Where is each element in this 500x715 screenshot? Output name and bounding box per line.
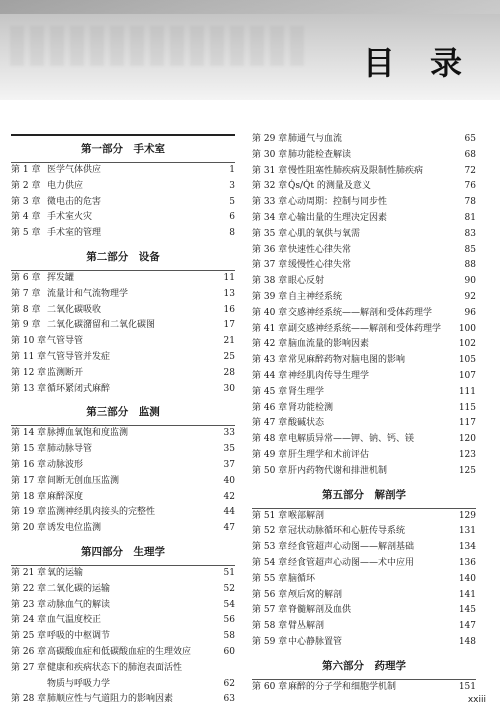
chapter-page: 47	[223, 523, 235, 534]
chapter-page: 117	[458, 418, 476, 429]
chapter-number: 第 41 章	[252, 323, 288, 334]
chapter-page: 3	[229, 180, 235, 191]
chapter-page: 8	[229, 228, 235, 239]
chapter-page: 88	[464, 260, 476, 271]
chapter-number: 第 48 章	[252, 434, 288, 445]
toc-entry[interactable]	[11, 598, 235, 614]
chapter-title: 脊髓解剖及血供	[288, 605, 352, 616]
section-heading: 第四部分 生理学	[11, 539, 235, 566]
chapter-title: 常见麻醉药物对脑电图的影响	[288, 355, 406, 366]
chapter-number: 第 5 章	[11, 228, 41, 239]
chapter-number: 第 13 章	[11, 383, 47, 394]
chapter-number: 第 25 章	[11, 631, 47, 642]
chapter-page: 1	[229, 165, 235, 175]
chapter-number: 第 38 章	[252, 276, 288, 287]
toc-entry[interactable]	[11, 287, 235, 303]
section-heading: 第三部分 监测	[11, 399, 235, 426]
chapter-title: 脑循环	[288, 573, 316, 584]
chapter-number: 第 35 章	[252, 228, 288, 239]
chapter-page: 13	[223, 288, 235, 299]
chapter-title: Q̇s/Q̇t 的测量及意义	[288, 181, 371, 192]
chapter-title: 麻醉深度	[47, 491, 84, 502]
chapter-page: 81	[464, 212, 476, 223]
chapter-title: 自主神经系统	[288, 291, 343, 302]
chapter-title: 二氧化碳潴留和二氧化碳图	[47, 320, 156, 331]
toc-entry[interactable]	[252, 274, 476, 290]
chapter-title: 经食管超声心动图——解剖基础	[288, 542, 415, 553]
toc-entry[interactable]	[11, 366, 235, 382]
chapter-page: 107	[458, 370, 476, 381]
chapter-number: 第 34 章	[252, 212, 288, 223]
toc-entry[interactable]	[252, 369, 476, 385]
chapter-page: 129	[458, 510, 476, 521]
chapter-page: 54	[223, 599, 235, 610]
toc-entry[interactable]	[11, 566, 235, 582]
toc-entry[interactable]	[11, 474, 235, 490]
toc-entry[interactable]	[252, 148, 476, 164]
toc-left-column	[11, 134, 235, 708]
chapter-title: 肾生理学	[288, 386, 325, 397]
chapter-page: 105	[458, 355, 476, 366]
chapter-page: 62	[223, 678, 235, 689]
toc-entry[interactable]	[11, 303, 235, 319]
chapter-page: 37	[223, 459, 235, 470]
chapter-number: 第 55 章	[252, 573, 288, 584]
chapter-number: 第 42 章	[252, 339, 288, 350]
chapter-page: 115	[458, 402, 476, 413]
chapter-title: 手术室的管理	[47, 228, 102, 239]
chapter-page: 11	[223, 272, 235, 283]
toc-entry[interactable]	[11, 334, 235, 350]
chapter-page: 65	[464, 134, 476, 144]
toc-entry[interactable]	[252, 179, 476, 195]
chapter-title: 血气温度校正	[47, 615, 102, 626]
page-number: xxiii	[467, 695, 486, 705]
toc-entry[interactable]	[252, 132, 476, 148]
chapter-title: 心动周期：控制与同步性	[288, 197, 388, 208]
chapter-title: 肺动脉导管	[47, 444, 93, 455]
chapter-number: 第 59 章	[252, 636, 288, 647]
chapter-title: 脉搏血氧饱和度监测	[47, 428, 129, 439]
toc-entry[interactable]	[252, 603, 476, 619]
toc-entry[interactable]	[252, 572, 476, 588]
chapter-page: 151	[458, 681, 476, 692]
chapter-page: 145	[458, 605, 476, 616]
chapter-page: 85	[464, 244, 476, 255]
chapter-title: 肝内药物代谢和排泄机制	[288, 465, 388, 476]
chapter-number: 第 3 章	[11, 196, 41, 207]
chapter-number: 第 6 章	[11, 272, 41, 283]
chapter-page: 30	[223, 383, 235, 394]
banner-background-texture	[10, 26, 310, 66]
chapter-number: 第 58 章	[252, 621, 288, 632]
chapter-page: 28	[223, 367, 235, 378]
chapter-number: 第 24 章	[11, 615, 47, 626]
toc-entry[interactable]	[11, 163, 235, 179]
chapter-page: 52	[223, 583, 235, 594]
chapter-number: 第 23 章	[11, 599, 47, 610]
chapter-number: 第 30 章	[252, 149, 288, 160]
chapter-number: 第 21 章	[11, 567, 47, 578]
chapter-title: 眼心反射	[288, 276, 325, 287]
chapter-title: 缓慢性心律失常	[288, 260, 352, 271]
chapter-number: 第 32 章	[252, 181, 288, 192]
chapter-number: 第 51 章	[252, 510, 288, 521]
chapter-title: 中心静脉置管	[288, 636, 343, 647]
section-heading: 第二部分 设备	[11, 244, 235, 271]
chapter-number: 第 1 章	[11, 165, 41, 175]
chapter-number: 第 28 章	[11, 694, 47, 705]
chapter-number: 第 36 章	[252, 244, 288, 255]
chapter-page: 147	[458, 621, 476, 632]
toc-entry[interactable]	[252, 432, 476, 448]
chapter-page: 63	[223, 694, 235, 705]
chapter-page: 35	[223, 444, 235, 455]
chapter-title: 副交感神经系统——解剖和受体药理学	[288, 323, 442, 334]
section-heading: 第一部分 手术室	[11, 136, 235, 163]
toc-entry[interactable]	[252, 290, 476, 306]
chapter-number: 第 43 章	[252, 355, 288, 366]
chapter-page: 83	[464, 228, 476, 239]
toc-entry[interactable]	[11, 490, 235, 506]
toc-entry[interactable]	[252, 306, 476, 322]
chapter-title: 心肌的氧供与氧需	[288, 228, 361, 239]
chapter-number: 第 46 章	[252, 402, 288, 413]
toc-entry[interactable]	[11, 645, 235, 661]
chapter-title: 流量计和气流物理学	[47, 288, 129, 299]
toc-entry[interactable]	[11, 582, 235, 598]
toc-entry[interactable]	[252, 211, 476, 227]
chapter-page: 16	[223, 304, 235, 315]
chapter-number: 第 53 章	[252, 542, 288, 553]
chapter-page: 17	[223, 320, 235, 331]
section-heading: 第六部分 药理学	[252, 653, 476, 680]
chapter-title: 高碳酸血症和低碳酸血症的生理效应	[47, 646, 192, 657]
toc-entry[interactable]	[11, 382, 235, 398]
toc-entry[interactable]	[252, 401, 476, 417]
toc-entry[interactable]	[252, 619, 476, 635]
chapter-title: 电解质异常——钾、钠、钙、镁	[288, 434, 415, 445]
chapter-number: 第 56 章	[252, 589, 288, 600]
chapter-title: 冠状动脉循环和心脏传导系统	[288, 526, 406, 537]
chapter-number: 第 26 章	[11, 646, 47, 657]
toc-entry[interactable]	[11, 350, 235, 366]
chapter-page: 60	[223, 646, 235, 657]
toc-entry[interactable]	[252, 416, 476, 432]
chapter-number: 第 7 章	[11, 288, 41, 299]
chapter-title: 麻醉的分子学和细胞学机制	[288, 681, 397, 692]
chapter-page: 56	[223, 615, 235, 626]
chapter-number: 第 20 章	[11, 523, 47, 534]
chapter-page: 100	[458, 323, 476, 334]
chapter-title: 健康和疾病状态下的肺泡表面活性 物质与呼吸力学	[47, 662, 183, 689]
chapter-number: 第 31 章	[252, 165, 288, 176]
toc-entry[interactable]	[252, 524, 476, 540]
toc-entry[interactable]	[252, 258, 476, 274]
chapter-title: 交感神经系统——解剖和受体药理学	[288, 307, 433, 318]
chapter-number: 第 39 章	[252, 291, 288, 302]
chapter-page: 111	[458, 386, 476, 397]
toc-entry[interactable]	[11, 458, 235, 474]
chapter-title: 间断无创血压监测	[47, 475, 120, 486]
chapter-number: 第 60 章	[252, 681, 288, 692]
chapter-number: 第 22 章	[11, 583, 47, 594]
toc-entry[interactable]	[11, 661, 235, 693]
chapter-number: 第 18 章	[11, 491, 47, 502]
chapter-title: 微电击的危害	[47, 196, 102, 207]
toc-entry[interactable]	[11, 613, 235, 629]
toc-entry[interactable]	[252, 540, 476, 556]
chapter-title: 二氧化碳吸收	[47, 304, 102, 315]
chapter-number: 第 19 章	[11, 507, 47, 518]
chapter-title: 快速性心律失常	[288, 244, 352, 255]
toc-entry[interactable]	[11, 629, 235, 645]
chapter-title: 气管导管	[47, 336, 84, 347]
chapter-page: 68	[464, 149, 476, 160]
toc-entry[interactable]	[252, 635, 476, 651]
toc-entry[interactable]	[252, 556, 476, 572]
chapter-title: 氧的运输	[47, 567, 84, 578]
chapter-page: 120	[458, 434, 476, 445]
chapter-page: 51	[223, 567, 235, 578]
chapter-title: 循环紧闭式麻醉	[47, 383, 111, 394]
chapter-page: 44	[223, 507, 235, 518]
chapter-title: 气管导管并发症	[47, 351, 111, 362]
chapter-number: 第 16 章	[11, 459, 47, 470]
chapter-number: 第 54 章	[252, 557, 288, 568]
chapter-page: 5	[229, 196, 235, 207]
chapter-number: 第 27 章	[11, 662, 47, 673]
chapter-title: 监测神经肌肉接头的完整性	[47, 507, 156, 518]
toc-entry[interactable]	[252, 448, 476, 464]
chapter-title: 动脉血气的解读	[47, 599, 111, 610]
chapter-page: 136	[458, 557, 476, 568]
toc-entry[interactable]	[252, 243, 476, 259]
header-banner	[0, 0, 500, 100]
chapter-title: 慢性阻塞性肺疾病及限制性肺疾病	[288, 165, 424, 176]
chapter-page: 148	[458, 636, 476, 647]
chapter-title: 呼吸的中枢调节	[47, 631, 111, 642]
chapter-page: 21	[223, 336, 235, 347]
toc-entry[interactable]	[11, 505, 235, 521]
chapter-number: 第 37 章	[252, 260, 288, 271]
chapter-number: 第 8 章	[11, 304, 41, 315]
chapter-number: 第 49 章	[252, 449, 288, 460]
toc-entry[interactable]	[252, 353, 476, 369]
chapter-title: 医学气体供应	[47, 165, 102, 175]
toc-entry[interactable]	[11, 210, 235, 226]
chapter-title: 肺顺应性与气道阻力的影响因素	[47, 694, 174, 705]
chapter-page: 134	[458, 542, 476, 553]
section-heading: 第五部分 解剖学	[252, 482, 476, 509]
toc-entry[interactable]	[252, 464, 476, 480]
chapter-title: 诱发电位监测	[47, 523, 102, 534]
chapter-page: 96	[464, 307, 476, 318]
chapter-number: 第 14 章	[11, 428, 47, 439]
chapter-number: 第 2 章	[11, 180, 41, 191]
chapter-title: 挥发罐	[47, 272, 75, 283]
chapter-number: 第 50 章	[252, 465, 288, 476]
toc-entry[interactable]	[11, 226, 235, 242]
chapter-title: 手术室火灾	[47, 212, 93, 223]
chapter-number: 第 11 章	[11, 351, 47, 362]
chapter-number: 第 57 章	[252, 605, 288, 616]
chapter-title: 肺通气与血流	[288, 134, 343, 144]
chapter-number: 第 52 章	[252, 526, 288, 537]
chapter-page: 58	[223, 631, 235, 642]
chapter-title: 喉部解剖	[288, 510, 325, 521]
chapter-title: 电力供应	[47, 180, 84, 191]
chapter-page: 25	[223, 351, 235, 362]
chapter-page: 125	[458, 465, 476, 476]
chapter-title: 监测断开	[47, 367, 84, 378]
toc-entry[interactable]	[11, 318, 235, 334]
chapter-number: 第 17 章	[11, 475, 47, 486]
chapter-number: 第 44 章	[252, 370, 288, 381]
chapter-page: 72	[464, 165, 476, 176]
chapter-page: 6	[229, 212, 235, 223]
toc-entry[interactable]	[11, 271, 235, 287]
page-title: 目 录	[362, 44, 474, 82]
chapter-number: 第 33 章	[252, 197, 288, 208]
toc-entry[interactable]	[252, 588, 476, 604]
chapter-page: 42	[223, 491, 235, 502]
toc-entry[interactable]	[11, 442, 235, 458]
chapter-page: 140	[458, 573, 476, 584]
toc-entry[interactable]	[252, 322, 476, 338]
toc-entry[interactable]	[252, 509, 476, 525]
chapter-page: 76	[464, 181, 476, 192]
chapter-title: 颅后窝的解剖	[288, 589, 343, 600]
chapter-number: 第 40 章	[252, 307, 288, 318]
toc-entry[interactable]	[252, 227, 476, 243]
chapter-title: 酸碱状态	[288, 418, 325, 429]
toc-entry[interactable]	[11, 692, 235, 708]
chapter-title: 肝生理学和术前评估	[288, 449, 370, 460]
chapter-page: 33	[223, 428, 235, 439]
chapter-title: 肺功能检查解读	[288, 149, 352, 160]
chapter-page: 131	[458, 526, 476, 537]
toc-entry[interactable]	[11, 521, 235, 537]
chapter-page: 123	[458, 449, 476, 460]
toc-entry[interactable]	[252, 385, 476, 401]
chapter-title: 心输出量的生理决定因素	[288, 212, 388, 223]
chapter-number: 第 4 章	[11, 212, 41, 223]
chapter-title: 脑血流量的影响因素	[288, 339, 370, 350]
toc-entry[interactable]	[252, 337, 476, 353]
chapter-number: 第 47 章	[252, 418, 288, 429]
toc-entry[interactable]	[11, 426, 235, 442]
chapter-page: 90	[464, 276, 476, 287]
chapter-title: 经食管超声心动图——术中应用	[288, 557, 415, 568]
chapter-number: 第 45 章	[252, 386, 288, 397]
chapter-number: 第 10 章	[11, 336, 47, 347]
chapter-page: 78	[464, 197, 476, 208]
chapter-number: 第 29 章	[252, 134, 288, 144]
toc-entry[interactable]	[252, 680, 476, 696]
chapter-number: 第 12 章	[11, 367, 47, 378]
chapter-page: 141	[458, 589, 476, 600]
chapter-title: 神经肌肉传导生理学	[288, 370, 370, 381]
chapter-number: 第 9 章	[11, 320, 41, 331]
chapter-title: 肾功能检测	[288, 402, 334, 413]
toc-entry[interactable]	[11, 179, 235, 195]
chapter-page: 40	[223, 475, 235, 486]
toc-entry[interactable]	[252, 195, 476, 211]
chapter-page: 92	[464, 291, 476, 302]
toc-entry[interactable]	[11, 195, 235, 211]
chapter-title: 动脉波形	[47, 459, 84, 470]
toc-right-column	[252, 132, 476, 696]
chapter-page: 102	[458, 339, 476, 350]
toc-entry[interactable]	[252, 164, 476, 180]
chapter-number: 第 15 章	[11, 444, 47, 455]
chapter-title: 臂丛解剖	[288, 621, 325, 632]
chapter-title: 二氧化碳的运输	[47, 583, 111, 594]
